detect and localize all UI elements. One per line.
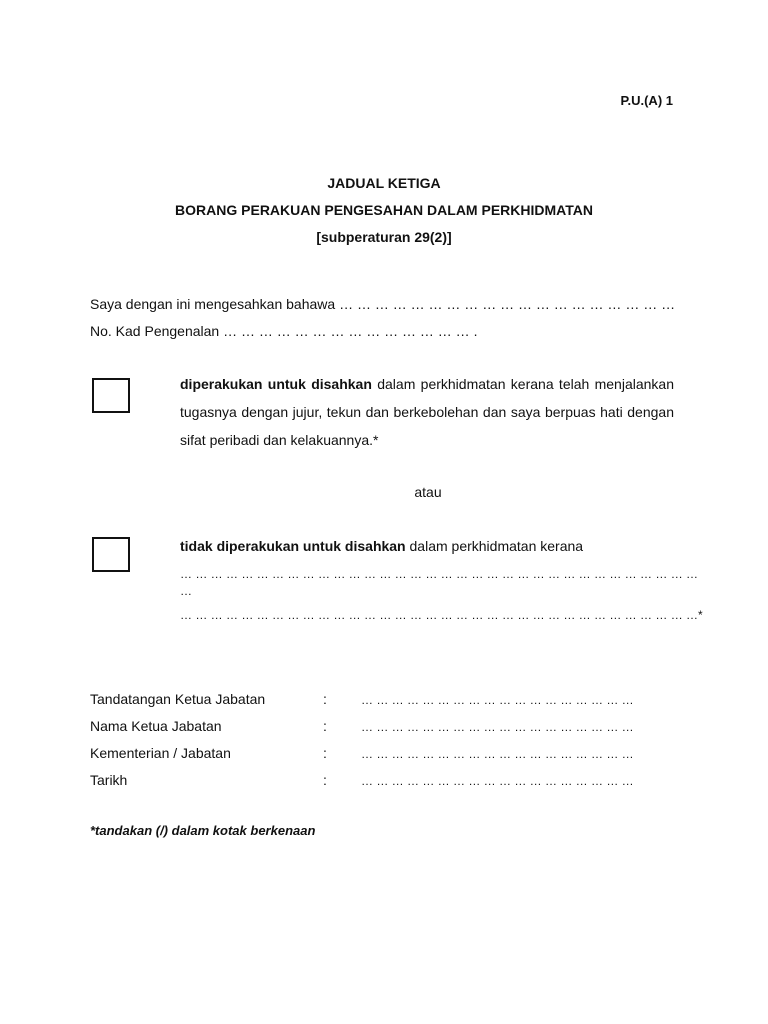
separator-text: atau [414,484,442,500]
head-name-dotted-field[interactable]: … … … … … … … … … … … … … … … … … … [361,720,634,734]
ic-number-label: No. Kad Pengenalan [90,323,220,339]
not-confirm-statement-rest: dalam perkhidmatan kerana [405,538,584,554]
ic-number-dotted-field[interactable]: … … … … … … … … … … … … … … . [223,323,478,339]
date-colon: : [323,772,327,788]
signature-dotted-field[interactable]: … … … … … … … … … … … … … … … … … … [361,693,634,707]
schedule-title: JADUAL KETIGA [327,175,441,191]
ministry-colon: : [323,745,327,761]
intro-confirmation-line [90,296,675,312]
reason-dotted-line-1[interactable]: … … … … … … … … … … … … … … … … … … … … … … … … … … … … … … … … … … [180,567,699,581]
ministry-label: Kementerian / Jabatan [90,745,231,761]
reference-number: P.U.(A) 1 [620,93,673,108]
name-dotted-field[interactable]: … … … … … … … … … … … … … … … … … … … [339,296,676,312]
ic-number-line [90,323,477,339]
reason-dotted-line-1-wrap: … [180,584,192,598]
form-title: BORANG PERAKUAN PENGESAHAN DALAM PERKHIDMATAN [175,202,593,218]
date-dotted-field[interactable]: … … … … … … … … … … … … … … … … … … [361,774,634,788]
intro-confirmation-text: Saya dengan ini mengesahkan bahawa [90,296,336,312]
head-name-colon: : [323,718,327,734]
ministry-dotted-field[interactable]: … … … … … … … … … … … … … … … … … … [361,747,634,761]
confirm-statement-bold: diperakukan untuk disahkan [180,376,372,392]
confirm-statement-rest: dalam perkhidmatan kerana telah menjalankan tugasnya dengan jujur, tekun dan berkebolehan dan saya berpuas hati dengan sifat peribadi dan kelakuannya.* [180,376,674,448]
date-label: Tarikh [90,772,128,788]
not-confirm-statement [180,538,583,554]
regulation-reference: [subperaturan 29(2)] [316,229,452,245]
signature-label: Tandatangan Ketua Jabatan [90,691,266,707]
confirm-statement [180,370,674,454]
signature-colon: : [323,691,327,707]
footnote: *tandakan (/) dalam kotak berkenaan [90,823,316,838]
head-name-label: Nama Ketua Jabatan [90,718,222,734]
confirm-checkbox[interactable] [92,378,130,413]
not-confirm-statement-bold: tidak diperakukan untuk disahkan [180,538,406,554]
reason-dotted-line-2[interactable]: … … … … … … … … … … … … … … … … … … … … … … … … … … … … … … … … … …* [180,608,703,622]
not-confirm-checkbox[interactable] [92,537,130,572]
